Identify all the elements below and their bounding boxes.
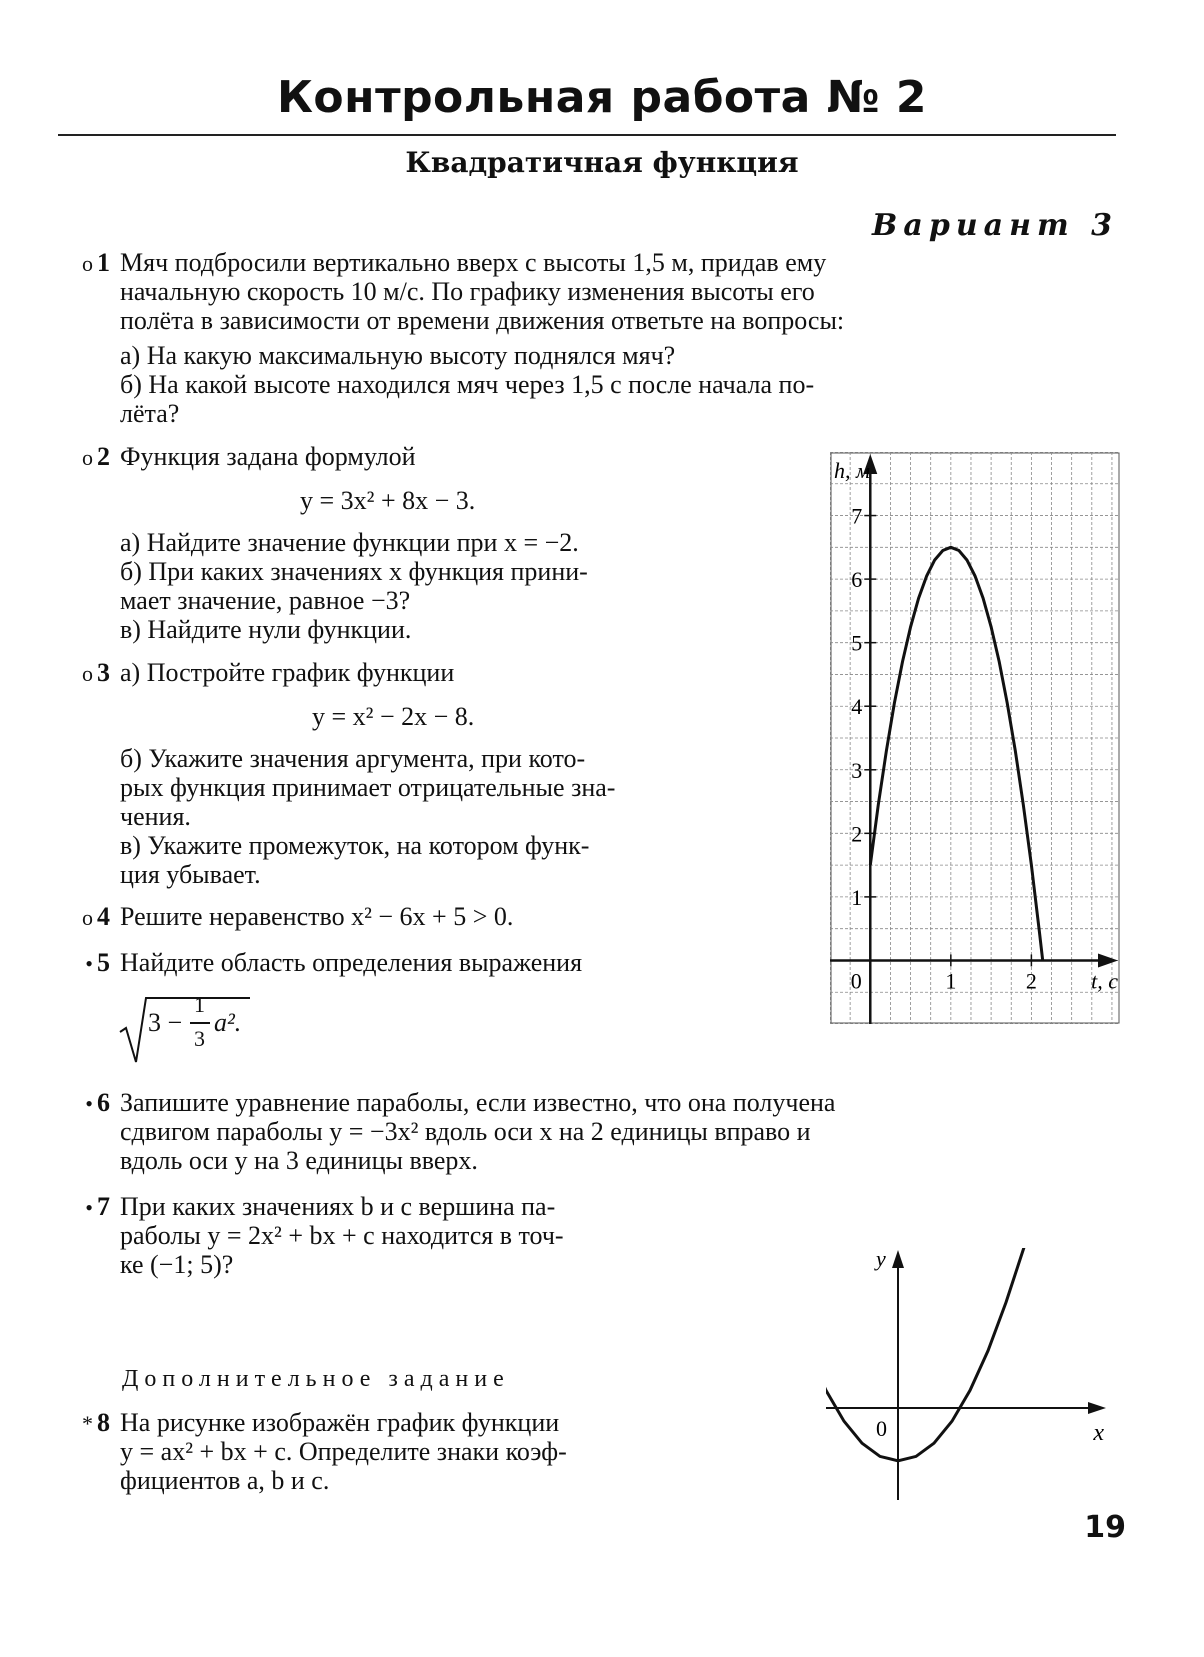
x-axis-label: t, c — [1091, 968, 1118, 994]
y-tick-label: 7 — [851, 503, 863, 529]
task-3-line: а) Постройте график функции — [120, 658, 455, 687]
variant-label: Вариант 3 — [872, 208, 1118, 243]
x-tick-label: 0 — [850, 968, 862, 994]
task-3-formula: y = x² − 2x − 8. — [312, 702, 475, 731]
task-5-text: Найдите область определения выражения — [120, 948, 583, 977]
x-axis-arrow — [1088, 1402, 1106, 1414]
parabola-chart — [826, 1248, 1116, 1508]
task-4-text: Решите неравенство x² − 6x + 5 > 0. — [120, 902, 514, 931]
task-6-text — [120, 1088, 1060, 1175]
task-8-text — [120, 1408, 760, 1495]
task-3-question-c: в) Укажите промежуток, на котором функ- — [120, 831, 590, 860]
task-number-5: • 5 — [85, 948, 110, 977]
x-axis-label: x — [1093, 1420, 1104, 1446]
x-tick-label: 2 — [1025, 968, 1037, 994]
task-1-question-b: б) На какой высоте находился мяч через 1,5 с после начала по- — [120, 370, 815, 399]
frac-bar — [190, 1022, 210, 1024]
origin-label: 0 — [876, 1416, 887, 1441]
page-subtitle: Квадратичная функция — [405, 146, 799, 179]
ball-height-chart — [830, 452, 1120, 1024]
task-3-question-b: рых функция принимает отрицательные зна- — [120, 773, 616, 802]
task-3-text — [120, 658, 760, 687]
task-2-text — [120, 442, 760, 471]
task-2-line: Функция задана формулой — [120, 442, 416, 471]
task-2-question-b: б) При каких значениях x функция прини- — [120, 557, 588, 586]
parabola-curve — [826, 1248, 1028, 1461]
y-tick-label: 4 — [851, 694, 863, 720]
task-2-question-a: а) Найдите значение функции при x = −2. — [120, 528, 579, 557]
task-6-line: сдвигом параболы y = −3x² вдоль оси x на 2 единицы вправо и — [120, 1117, 811, 1146]
task-1-question-a: а) На какую максимальную высоту поднялся мяч? — [120, 341, 676, 370]
expr-suffix: a². — [214, 1008, 242, 1037]
task-number-8: * 8 — [82, 1408, 110, 1437]
task-1-text — [120, 248, 1060, 428]
task-3-question-b: чения. — [120, 802, 191, 831]
y-axis-label: h, м — [834, 458, 871, 483]
task-2-questions — [120, 528, 760, 644]
task-7-line: При каких значениях b и c вершина па- — [120, 1192, 556, 1221]
y-axis-label: y — [876, 1248, 886, 1271]
task-1-line: полёта в зависимости от времени движения ответьте на вопросы: — [120, 306, 845, 335]
y-axis-arrow — [892, 1250, 904, 1268]
title-divider — [58, 134, 1116, 136]
x-tick-label: 1 — [945, 968, 957, 994]
frac-numerator: 1 — [194, 992, 205, 1017]
task-6-line: вдоль оси y на 3 единицы вверх. — [120, 1146, 478, 1175]
task-number-1: o 1 — [82, 248, 110, 277]
expr-prefix: 3 − — [148, 1008, 183, 1037]
task-2-question-b: мает значение, равное −3? — [120, 586, 411, 615]
height-curve — [870, 547, 1042, 960]
y-tick-label: 5 — [851, 630, 863, 656]
task-2-formula: y = 3x² + 8x − 3. — [300, 486, 476, 515]
task-1-line: начальную скорость 10 м/с. По графику изменения высоты его — [120, 277, 815, 306]
task-number-7: • 7 — [85, 1192, 110, 1221]
task-number-4: o 4 — [82, 902, 110, 931]
y-tick-label: 1 — [851, 884, 863, 910]
task-6-line: Запишите уравнение параболы, если известно, что она получена — [120, 1088, 836, 1117]
task-8-line: y = ax² + bx + c. Определите знаки коэф- — [120, 1437, 567, 1466]
task-3-questions — [120, 744, 760, 889]
task-3-question-b: б) Укажите значения аргумента, при кото- — [120, 744, 586, 773]
task-number-6: • 6 — [85, 1088, 110, 1117]
page-number: 19 — [1084, 1510, 1126, 1545]
task-7-line: раболы y = 2x² + bx + c находится в точ- — [120, 1221, 564, 1250]
task-3-question-c: ция убывает. — [120, 860, 261, 889]
y-tick-label: 6 — [851, 567, 863, 593]
page-title: Контрольная работа № 2 — [276, 72, 928, 123]
task-7-line: ке (−1; 5)? — [120, 1250, 234, 1279]
task-5-expression — [118, 990, 268, 1066]
task-number-2: o 2 — [82, 442, 110, 471]
sqrt-sign — [118, 990, 268, 1066]
extra-task-heading: Дополнительное задание — [122, 1366, 510, 1392]
frac-denominator: 3 — [194, 1026, 205, 1051]
task-8-line: фициентов a, b и c. — [120, 1466, 330, 1495]
x-axis-arrow — [1098, 953, 1118, 967]
y-tick-label: 3 — [851, 757, 863, 783]
y-tick-label: 2 — [851, 821, 863, 847]
task-number-3: o 3 — [82, 658, 110, 687]
task-2-question-c: в) Найдите нули функции. — [120, 615, 412, 644]
task-7-text — [120, 1192, 760, 1279]
task-1-line: Мяч подбросили вертикально вверх с высоты 1,5 м, придав ему — [120, 248, 827, 277]
task-8-line: На рисунке изображён график функции — [120, 1408, 560, 1437]
task-1-question-b: лёта? — [120, 399, 180, 428]
